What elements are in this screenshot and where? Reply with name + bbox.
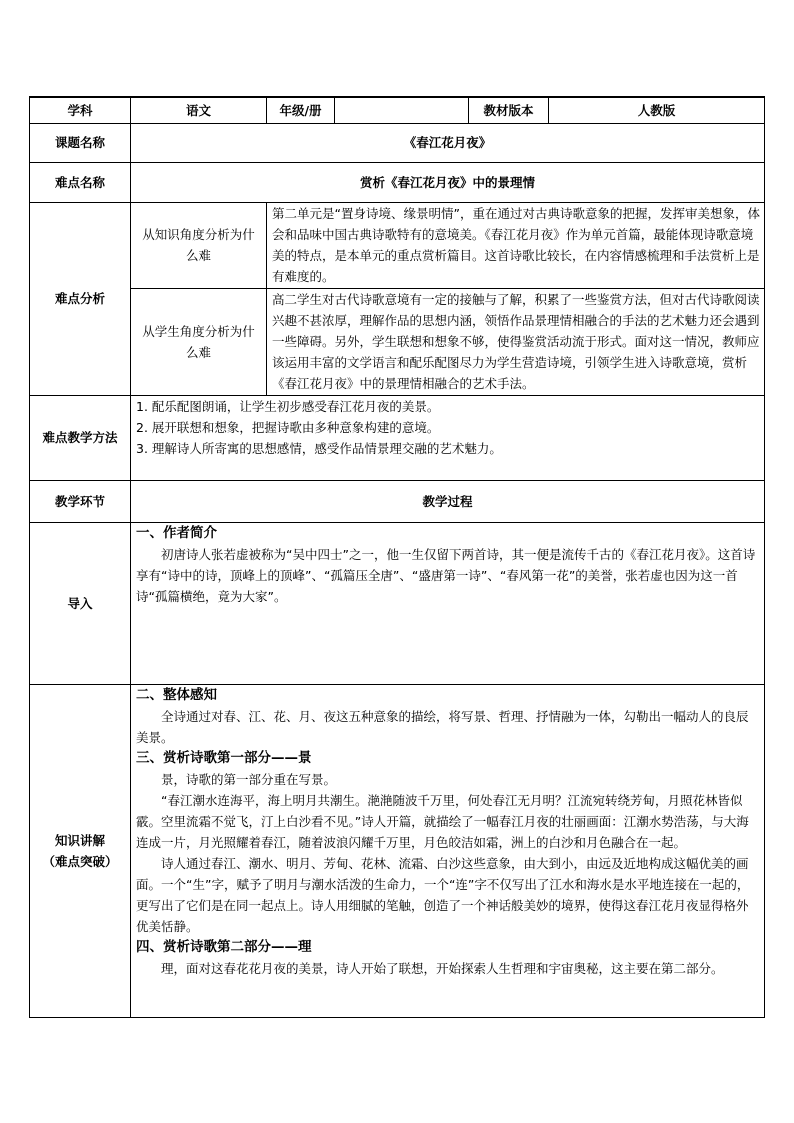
difficulty-name: 赏析《春江花月夜》中的景理情 <box>131 162 765 202</box>
grade-value <box>335 97 469 123</box>
teaching-methods-label: 难点教学方法 <box>30 395 131 480</box>
subject-value: 语文 <box>131 97 267 123</box>
knowledge-label-cell <box>30 684 131 1017</box>
subject-label: 学科 <box>30 97 131 123</box>
section-heading: 二、整体感知 <box>136 686 217 703</box>
stage-header: 教学环节 <box>30 480 131 522</box>
knowledge-content <box>131 684 765 1017</box>
paragraph: 诗人通过春江、潮水、明月、芳甸、花林、流霜、白沙这些意象，由大到小，由远及近地构成这幅优美的画面。一个“生”字，赋予了明月与潮水活泼的生命力，一个“连”字不仅写出了江水和海水是水平地连接在一起的，更写出了它们是在同一起点上。诗人用细腻的笔触，创造了一个神话般美妙的境界，使得这春江花月夜显得格外优美恬静。 <box>136 855 750 934</box>
process-header: 教学过程 <box>131 480 765 522</box>
difficulty-analysis-label: 难点分析 <box>30 202 131 395</box>
grade-label: 年级/册 <box>267 97 335 123</box>
student-angle-text: 高二学生对古代诗歌意境有一定的接触与了解，积累了一些鉴赏方法，但对古代诗歌阅读兴趣不甚浓厚，理解作品的思想内涵，领悟作品景理情相融合的手法的艺术魅力还会遇到一些障碍。另外，学生联想和想象不够，使得鉴赏活动流于形式。面对这一情况，教师应该运用丰富的文学语言和配乐配图尽力为学生营造诗境，引领学生进入诗歌意境，赏析《春江花月夜》中的景理情相融合的艺术手法。 <box>267 288 765 395</box>
lesson-title: 《春江花月夜》 <box>131 123 765 162</box>
knowledge-angle-text: 第二单元是“置身诗境、缘景明情”，重在通过对古典诗歌意象的把握，发挥审美想象，体会和品味中国古典诗歌特有的意境美。《春江花月夜》作为单元首篇，最能体现诗歌意境美的特点，是本单元的重点赏析篇目。这首诗歌比较长，在内容情感梳理和手法赏析上是有难度的。 <box>267 202 765 288</box>
paragraph: 景，诗歌的第一部分重在写景。 <box>161 771 337 787</box>
edition-value: 人教版 <box>549 97 765 123</box>
paragraph: 全诗通过对春、江、花、月、夜这五种意象的描绘，将写景、哲理、抒情融为一体，勾勒出一幅动人的良辰美景。 <box>136 708 749 745</box>
intro-heading: 一、作者简介 <box>136 524 217 541</box>
edition-label: 教材版本 <box>469 97 549 123</box>
intro-text: 初唐诗人张若虚被称为“吴中四士”之一，他一生仅留下两首诗，其一便是流传千古的《春江花月夜》。这首诗享有“诗中的诗，顶峰上的顶峰”、“孤篇压全唐”、“盛唐第一诗”、“春风第一花”的美誉，张若虚也因为这一首诗“孤篇横绝，竟为大家”。 <box>136 546 756 604</box>
knowledge-label: 知识讲解 <box>54 832 105 848</box>
knowledge-label-sub: （难点突破） <box>42 853 118 869</box>
difficulty-name-label: 难点名称 <box>30 162 131 202</box>
lesson-title-label: 课题名称 <box>30 123 131 162</box>
knowledge-angle-label: 从知识角度分析为什么难 <box>131 202 267 288</box>
section-heading: 三、赏析诗歌第一部分——景 <box>136 749 312 766</box>
student-angle-label: 从学生角度分析为什么难 <box>131 288 267 395</box>
intro-content <box>131 522 765 684</box>
method-item: 2. 展开联想和想象，把握诗歌由多种意象构建的意境。 <box>136 419 440 435</box>
paragraph: “春江潮水连海平，海上明月共潮生。滟滟随波千万里，何处春江无月明？江流宛转绕芳甸，月照花林皆似霰。空里流霜不觉飞，汀上白沙看不见。”诗人开篇，就描绘了一幅春江月夜的壮丽画面：江潮水势浩荡，与大海连成一片，月光照耀着春江，随着波浪闪耀千万里，月色皎洁如霜，洲上的白沙和月色融合在一起。 <box>136 792 749 850</box>
intro-label: 导入 <box>30 522 131 684</box>
method-item: 1. 配乐配图朗诵，让学生初步感受春江花月夜的美景。 <box>136 398 440 414</box>
lesson-plan-table <box>29 96 765 1018</box>
method-item: 3. 理解诗人所寄寓的思想感情，感受作品情景理交融的艺术魅力。 <box>136 440 502 456</box>
paragraph: 理，面对这春花花月夜的美景，诗人开始了联想，开始探索人生哲理和宇宙奥秘，这主要在第二部分。 <box>161 960 724 976</box>
section-heading: 四、赏析诗歌第二部分——理 <box>136 938 312 955</box>
teaching-methods <box>131 395 765 480</box>
